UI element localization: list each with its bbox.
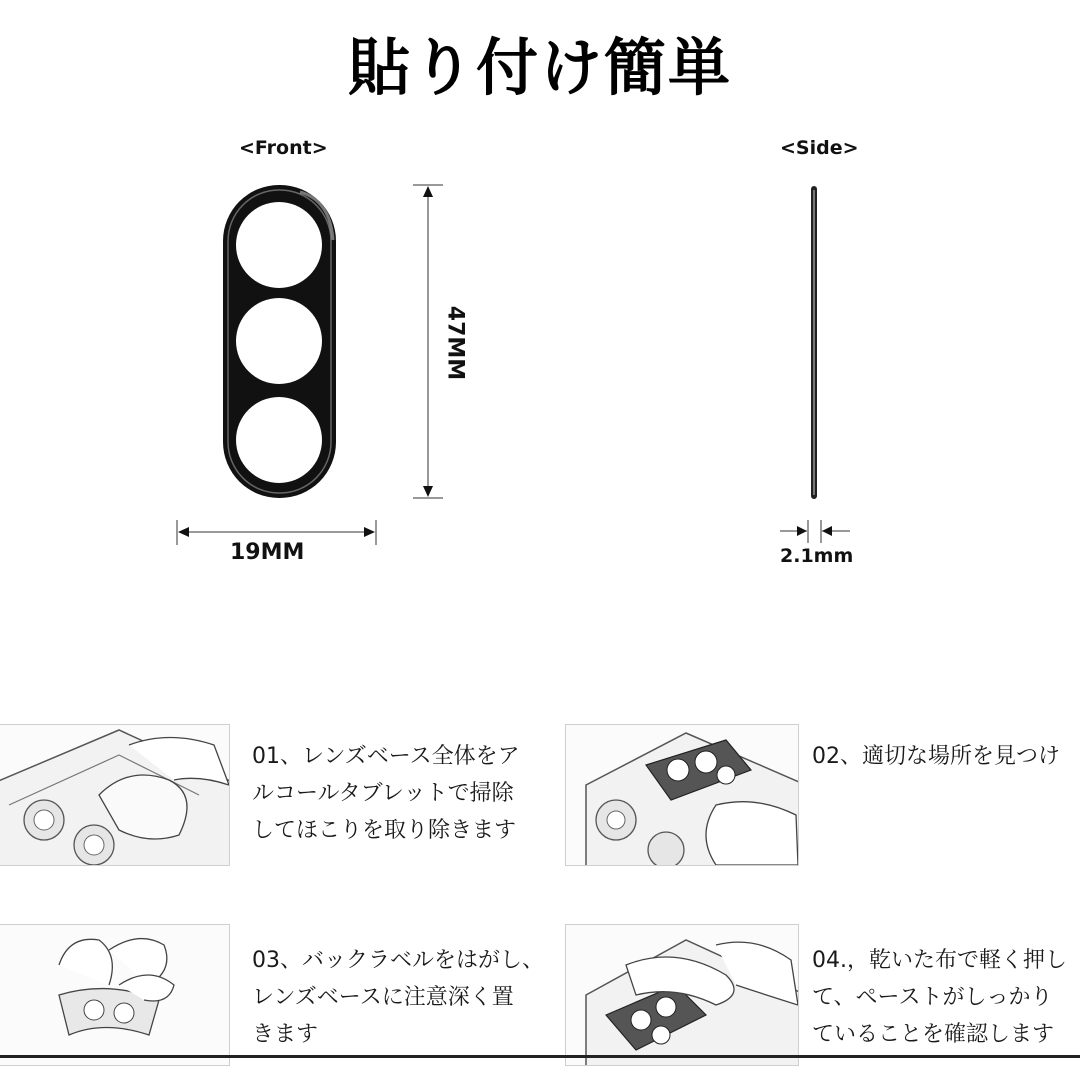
step-3-line-1: 03、バックラベルをはがし、 [252, 948, 544, 973]
press-cloth-illustration [566, 925, 798, 1065]
side-view-label: <Side> [780, 137, 859, 159]
step-3-line-2: レンズベースに注意深く置 [252, 985, 514, 1010]
front-view-lens-frame [223, 185, 336, 498]
step-4-line-1: 04.，乾いた布で軽く押し [812, 948, 1067, 973]
lens-hole-top [236, 202, 322, 288]
peel-label-illustration [0, 925, 229, 1065]
step-4-line-3: ていることを確認します [812, 1022, 1055, 1047]
step-1-line-1: 01、レンズベース全体をア [252, 744, 520, 769]
thickness-dimension-label: 2.1mm [780, 545, 854, 567]
step-4-text [812, 942, 1067, 1053]
step-3-text [252, 942, 544, 1053]
step-4-illustration [565, 924, 799, 1066]
step-3-illustration [0, 924, 230, 1066]
step-1-line-3: してほこりを取り除きます [252, 818, 517, 843]
phone-align-illustration [566, 725, 798, 865]
step-4-line-2: て、ペーストがしっかり [812, 985, 1053, 1010]
page-title: 貼り付け簡単 [347, 31, 732, 104]
side-view-profile [811, 186, 817, 499]
lens-hole-middle [236, 298, 322, 384]
step-3-line-3: きます [252, 1022, 319, 1047]
thickness-dimension-line [780, 520, 850, 543]
step-1-illustration [0, 724, 230, 866]
step-1-text [252, 738, 520, 849]
phone-wipe-illustration [0, 725, 229, 865]
width-dimension-line [177, 520, 376, 545]
height-dimension-label: 47MM [442, 305, 468, 381]
lens-hole-bottom [236, 397, 322, 483]
width-dimension-label: 19MM [230, 540, 305, 565]
front-view-label: <Front> [239, 137, 328, 159]
step-1-line-2: ルコールタブレットで掃除 [252, 781, 514, 806]
height-dimension-line [413, 185, 443, 498]
step-2-text [812, 738, 1060, 775]
step-2-line-1: 02、適切な場所を見つけ [812, 744, 1060, 769]
step-2-illustration [565, 724, 799, 866]
